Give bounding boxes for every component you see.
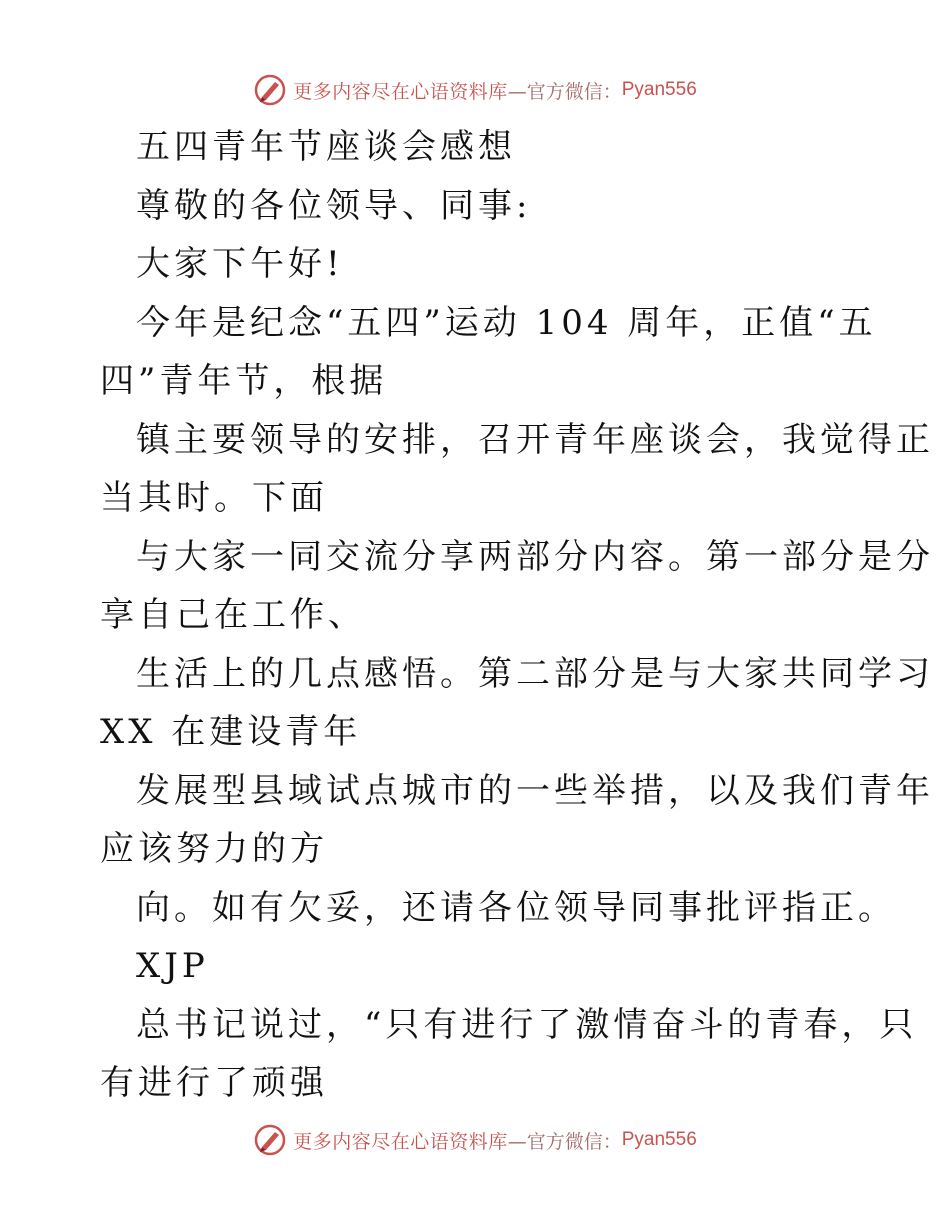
footer-watermark (0, 1120, 950, 1160)
paragraph-line: 发展型县域试点城市的一些举措，以及我们青年 (136, 770, 934, 811)
pen-logo-icon (253, 1123, 287, 1157)
footer-dash-text: —官方微信： (507, 1130, 622, 1153)
paragraph-line: XJP (136, 946, 209, 986)
paragraph-line: 生活上的几点感悟。第二部分是与大家共同学习 (136, 653, 934, 694)
paragraph-line: 与大家一同交流分享两部分内容。第一部分是分 (136, 536, 934, 577)
pen-logo-icon (253, 73, 287, 107)
paragraph-line: 向。如有欠妥，还请各位领导同事批评指正。 (136, 887, 896, 928)
header-watermark (0, 70, 950, 110)
paragraph-line: 当其时。下面 (100, 478, 328, 518)
paragraph-line: 应该努力的方 (100, 829, 328, 869)
footer-brand-text: 更多内容尽在心语资料库 (293, 1130, 508, 1153)
document-body (100, 118, 934, 1113)
footer-wechat-id: Pyan556 (621, 1129, 697, 1150)
paragraph-line: 享自己在工作、 (100, 595, 366, 635)
paragraph-line: 总书记说过，“只有进行了激情奋斗的青春，只 (136, 1004, 918, 1045)
paragraph-line: XX 在建设青年 (100, 712, 362, 752)
paragraph-line: 尊敬的各位领导、同事: (136, 185, 532, 226)
paragraph-line: 五四青年节座谈会感想 (136, 127, 516, 167)
header-brand-text: 更多内容尽在心语资料库 (293, 80, 508, 103)
paragraph-line: 今年是纪念“五四”运动 104 周年，正值“五 (136, 302, 877, 343)
header-dash-text: —官方微信： (507, 80, 622, 103)
paragraph-line: 有进行了顽强 (100, 1063, 328, 1103)
paragraph-line: 大家下午好! (136, 244, 344, 284)
paragraph-line: 四”青年节，根据 (100, 361, 388, 401)
header-wechat-id: Pyan556 (621, 79, 697, 100)
paragraph-line: 镇主要领导的安排，召开青年座谈会，我觉得正 (136, 419, 934, 460)
